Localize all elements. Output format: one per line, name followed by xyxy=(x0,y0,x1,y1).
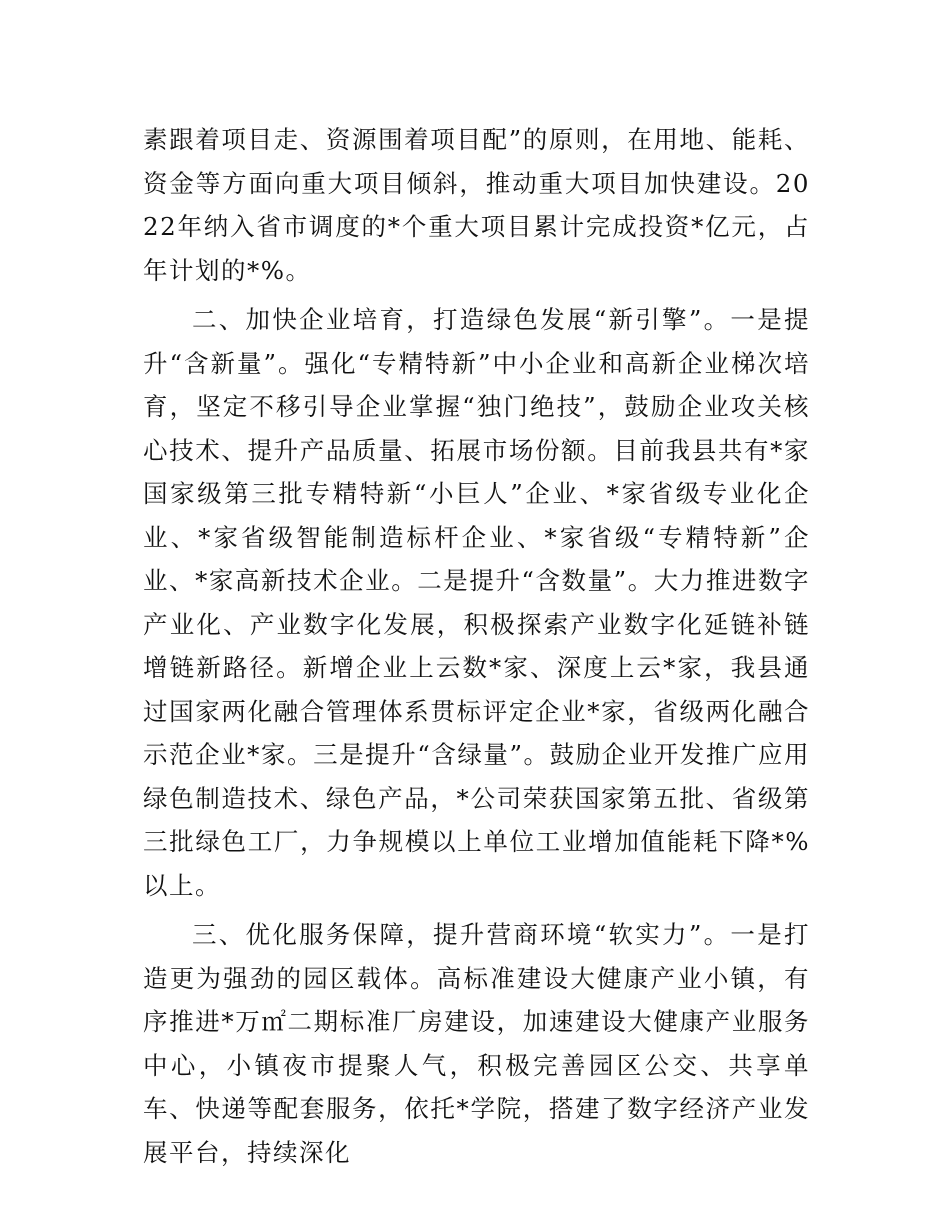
paragraph-continued: 素跟着项目走、资源围着项目配”的原则，在用地、能耗、资金等方面向重大项目倾斜，推动重大项目加快建设。2022年纳入省市调度的*个重大项目累计完成投资*亿元，占年计划的*%。 xyxy=(143,125,810,285)
document-body xyxy=(143,118,810,1180)
paragraph-section-three: 三、优化服务保障，提升营商环境“软实力”。一是打造更为强劲的园区载体。高标准建设大健康产业小镇，有序推进*万㎡二期标准厂房建设，加速建设大健康产业服务中心，小镇夜市提聚人气，积极完善园区公交、共享单车、快递等配套服务，依托*学院，搭建了数字经济产业发展平台，持续深化 xyxy=(143,920,810,1167)
paragraph-section-two: 二、加快企业培育，打造绿色发展“新引擎”。一是提升“含新量”。强化“专精特新”中小企业和高新企业梯次培育，坚定不移引导企业掌握“独门绝技”，鼓励企业攻关核心技术、提升产品质量、拓展市场份额。目前我县共有*家国家级第三批专精特新“小巨人”企业、*家省级专业化企业、*家省级智能制造标杆企业、*家省级“专精特新”企业、*家高新技术企业。二是提升“含数量”。大力推进数字产业化、产业数字化发展，积极探索产业数字化延链补链增链新路径。新增企业上云数*家、深度上云*家，我县通过国家两化融合管理体系贯标评定企业*家，省级两化融合示范企业*家。三是提升“含绿量”。鼓励企业开发推广应用绿色制造技术、绿色产品，*公司荣获国家第五批、省级第三批绿色工厂，力争规模以上单位工业增加值能耗下降*%以上。 xyxy=(143,305,810,900)
